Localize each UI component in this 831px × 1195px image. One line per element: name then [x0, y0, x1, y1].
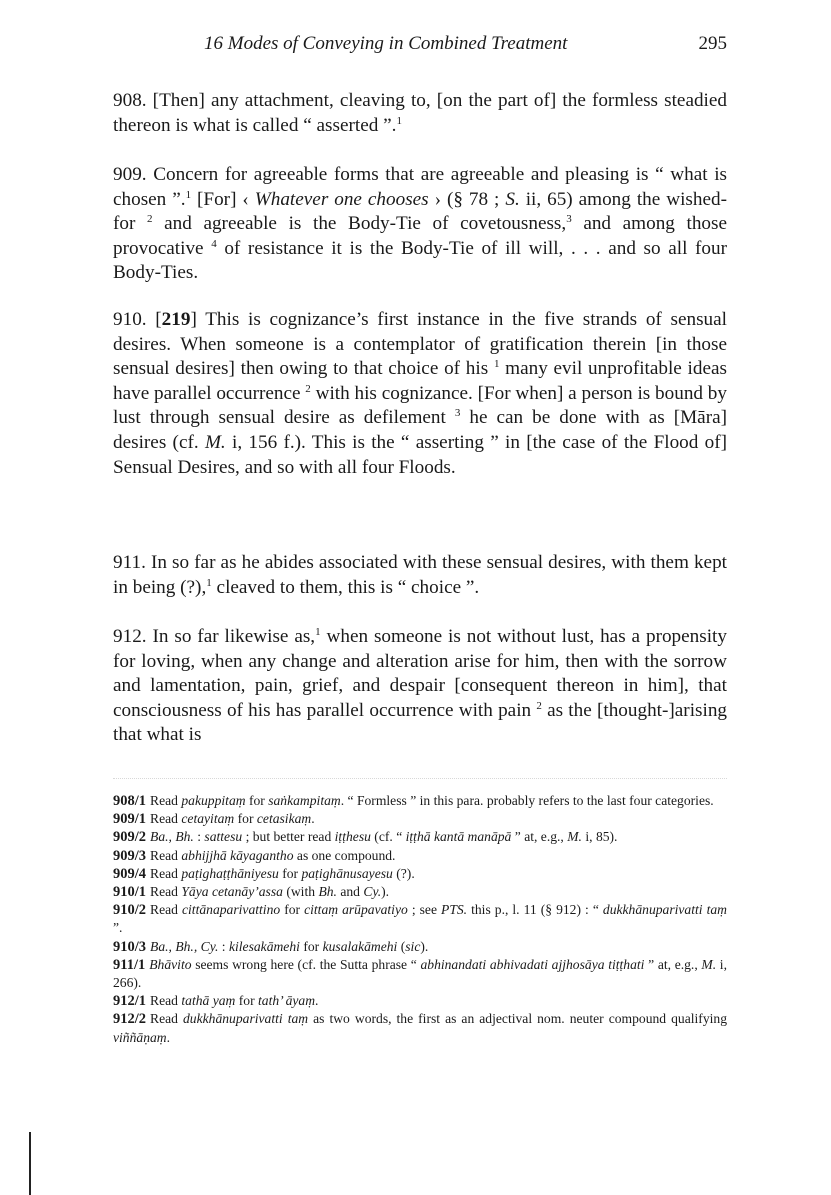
text-run: ).: [381, 884, 390, 900]
text-run: .: [166, 1029, 171, 1045]
italic-text: saṅkampitaṃ: [268, 793, 341, 808]
footnote-marker: 2: [536, 699, 542, 712]
text-run: for: [280, 902, 305, 918]
footnote-id: 909/1: [113, 811, 147, 828]
text-run: [For] ‹: [191, 188, 255, 210]
footnote-id: 910/3: [113, 938, 147, 955]
text-run: as one compound.: [293, 847, 396, 863]
text-run: ] This is cognizance’s first instance in the five strands of sensual desires. When someone is a contemplator of gratification therein [in those sensual desires] then owing to that choice of his: [113, 309, 727, 380]
italic-text: Ba., Bh., Cy.: [150, 938, 219, 954]
text-run: (?).: [392, 865, 415, 881]
text-run: Read: [150, 793, 182, 808]
italic-text: abhinandati abhivadati ajjhosāya tiṭṭhati: [420, 956, 645, 972]
footnote-id: 908/1: [113, 793, 147, 809]
footnote-marker: 1: [396, 114, 402, 127]
footnote: [113, 1010, 727, 1046]
italic-text: iṭṭhesu: [334, 829, 371, 845]
footnote: [113, 901, 727, 937]
text-run: for: [278, 865, 302, 881]
text-run: many evil unprofitable ideas have parallel occurrence: [113, 358, 727, 404]
text-run: cleaved to them, this is “ choice ”.: [211, 576, 480, 598]
italic-text: cetayitaṃ: [181, 811, 235, 827]
italic-text: sattesu: [204, 829, 243, 845]
text-run: with his cognizance. [For when] a person is bound by lust through sensual desire as defilement: [113, 382, 727, 429]
italic-text: sic: [405, 938, 421, 954]
text-run: i, 85).: [581, 829, 618, 845]
running-title: 16 Modes of Conveying in Combined Treatment: [204, 33, 568, 54]
italic-text: cittānaparivattino: [182, 902, 281, 918]
text-run: for: [299, 938, 323, 954]
text-run: ).: [420, 938, 429, 954]
italic-text: dukkhānuparivatti taṃ: [602, 902, 727, 918]
text-run: :: [218, 938, 229, 954]
italic-text: abhijjhā kāyagantho: [181, 847, 294, 863]
text-run: ; but better read: [242, 829, 335, 845]
italic-text: paṭighānusayesu: [301, 865, 393, 881]
footnote: [113, 883, 727, 901]
footnote: [113, 810, 727, 828]
text-run: Read: [150, 1011, 183, 1027]
text-run: Read: [150, 884, 182, 900]
paragraph-911: [113, 551, 727, 600]
scan-edge-line: [29, 1132, 31, 1195]
text-run: ii, 65) among the wished-for: [113, 188, 727, 235]
italic-text: M.: [567, 829, 582, 845]
italic-text: iṭṭhā kantā manāpā: [405, 829, 512, 845]
text-run: ” at, e.g.,: [644, 956, 702, 972]
footnote: [113, 828, 727, 846]
running-head: [113, 33, 727, 59]
text-run: for: [235, 993, 259, 1009]
text-run: seems wrong here (cf. the Sutta phrase “: [191, 956, 421, 972]
paragraph-912: [113, 625, 727, 748]
italic-text: tath’ āyaṃ: [258, 993, 316, 1009]
italic-text: viññāṇaṃ: [113, 1029, 167, 1045]
footnote-id: 909/2: [113, 829, 147, 846]
italic-text: Yāya cetanāy’assa: [181, 884, 283, 900]
italic-text: Cy.: [363, 884, 382, 900]
italic-text: kusalakāmehi: [322, 938, 398, 954]
text-run: and: [336, 884, 364, 900]
footnote: [113, 956, 727, 992]
text-run: ” at, e.g.,: [511, 829, 568, 845]
text-run: 909. Concern for agreeable forms that are agreeable and pleasing is “ what is chosen ”.: [113, 164, 727, 210]
italic-text: paṭighaṭṭhāniyesu: [181, 865, 279, 881]
footnote-id: 909/4: [113, 865, 147, 882]
italic-text: cetasikaṃ: [256, 811, 312, 827]
footnotes: [113, 792, 727, 1047]
footnote-marker: 1: [185, 188, 192, 201]
footnote: [113, 938, 727, 956]
footnote-marker: 2: [305, 382, 311, 395]
text-run: when someone is not without lust, has a propensity for loving, when any change and alteration arise for him, then with the sorrow and lamentation, pain, grief, and despair [consequent thereon in him], that consciousness of his has parallel occurrence with pain: [113, 626, 727, 721]
text-run: i, 266).: [113, 956, 727, 991]
text-run: this p., l. 11 (§ 912) : “: [467, 902, 603, 918]
footnote-marker: 4: [211, 237, 217, 250]
footnote-marker: 2: [147, 213, 153, 226]
text-run: .: [315, 993, 319, 1009]
paragraph-908: [113, 89, 727, 138]
footnote-id: 912/1: [113, 993, 147, 1010]
text-run: he can be done with as [Māra] desires (cf.: [113, 407, 727, 453]
text-run: (with: [282, 884, 319, 900]
text-run: (cf. “: [370, 829, 406, 845]
text-run: Read: [150, 865, 182, 881]
footnote-id: 911/1: [113, 956, 146, 973]
italic-text: Whatever one chooses: [254, 188, 429, 210]
text-run: . “ Formless ” in this para. probably refers to the last four categories.: [340, 793, 714, 808]
italic-text: PTS.: [441, 902, 468, 918]
footnote-id: 912/2: [113, 1011, 147, 1028]
footnote: [113, 792, 727, 810]
paragraph-909: [113, 163, 727, 286]
text-run: ; see: [407, 902, 442, 918]
text-run: Read: [150, 902, 182, 918]
text-run: for: [245, 793, 269, 808]
footnote: [113, 847, 727, 865]
text-run: 912. In so far likewise as,: [113, 626, 316, 647]
italic-text: Bhāvito: [149, 956, 192, 972]
bold-text: 219: [161, 309, 191, 330]
text-run: › (§ 78 ;: [428, 188, 506, 210]
footnote-marker: 1: [206, 576, 212, 589]
footnote-divider: [113, 778, 727, 779]
footnote-id: 909/3: [113, 847, 147, 864]
text-run: Read: [150, 993, 182, 1009]
footnote-id: 910/2: [113, 902, 147, 919]
text-run: 910. [: [113, 309, 162, 330]
text-run: and agreeable is the Body-Tie of covetousness,: [152, 213, 567, 235]
footnote: [113, 865, 727, 883]
text-run: .: [311, 811, 315, 827]
text-run: for: [234, 811, 257, 827]
italic-text: S.: [505, 188, 520, 210]
text-run: i, 156 f.). This is the “ asserting ” in [the case of the Flood of] Sensual Desires, and so with all four Floods.: [113, 431, 727, 478]
footnote-marker: 1: [493, 358, 500, 371]
text-run: (: [397, 938, 406, 954]
italic-text: M.: [204, 431, 226, 453]
text-run: 911. In so far as he abides associated with these sensual desires, with them kept in being (?),: [113, 552, 727, 598]
italic-text: M.: [701, 956, 717, 972]
footnote-marker: 3: [454, 407, 461, 420]
italic-text: Bh.: [318, 884, 337, 900]
italic-text: Ba., Bh.: [150, 829, 194, 845]
text-run: Read: [150, 811, 182, 827]
text-run: Read: [150, 847, 182, 863]
footnote-marker: 1: [315, 626, 321, 638]
footnote-marker: 3: [566, 213, 572, 226]
paragraph-910: [113, 308, 727, 480]
italic-text: pakuppitaṃ: [181, 793, 246, 808]
text-run: ”.: [113, 920, 123, 936]
text-run: as the [thought-]arising that what is: [113, 699, 728, 746]
footnote-id: 910/1: [113, 884, 147, 901]
italic-text: kilesakāmehi: [228, 938, 300, 954]
text-run: and among those provocative: [113, 213, 728, 259]
italic-text: dukkhānuparivatti taṃ: [183, 1011, 309, 1027]
page-number: 295: [698, 33, 727, 54]
text-run: :: [193, 829, 205, 845]
text-run: as two words, the first as an adjectival nom. neuter compound qualifying: [308, 1011, 727, 1027]
text-run: 908. [Then] any attachment, cleaving to, [on the part of] the formless steadied thereon is what is called “ asserted ”.: [113, 90, 727, 136]
footnote: [113, 992, 727, 1010]
italic-text: tathā yaṃ: [181, 993, 236, 1009]
text-run: of resistance it is the Body-Tie of ill will, . . . and so all four Body-Ties.: [113, 237, 728, 284]
italic-text: cittaṃ arūpavatiyo: [304, 902, 408, 918]
